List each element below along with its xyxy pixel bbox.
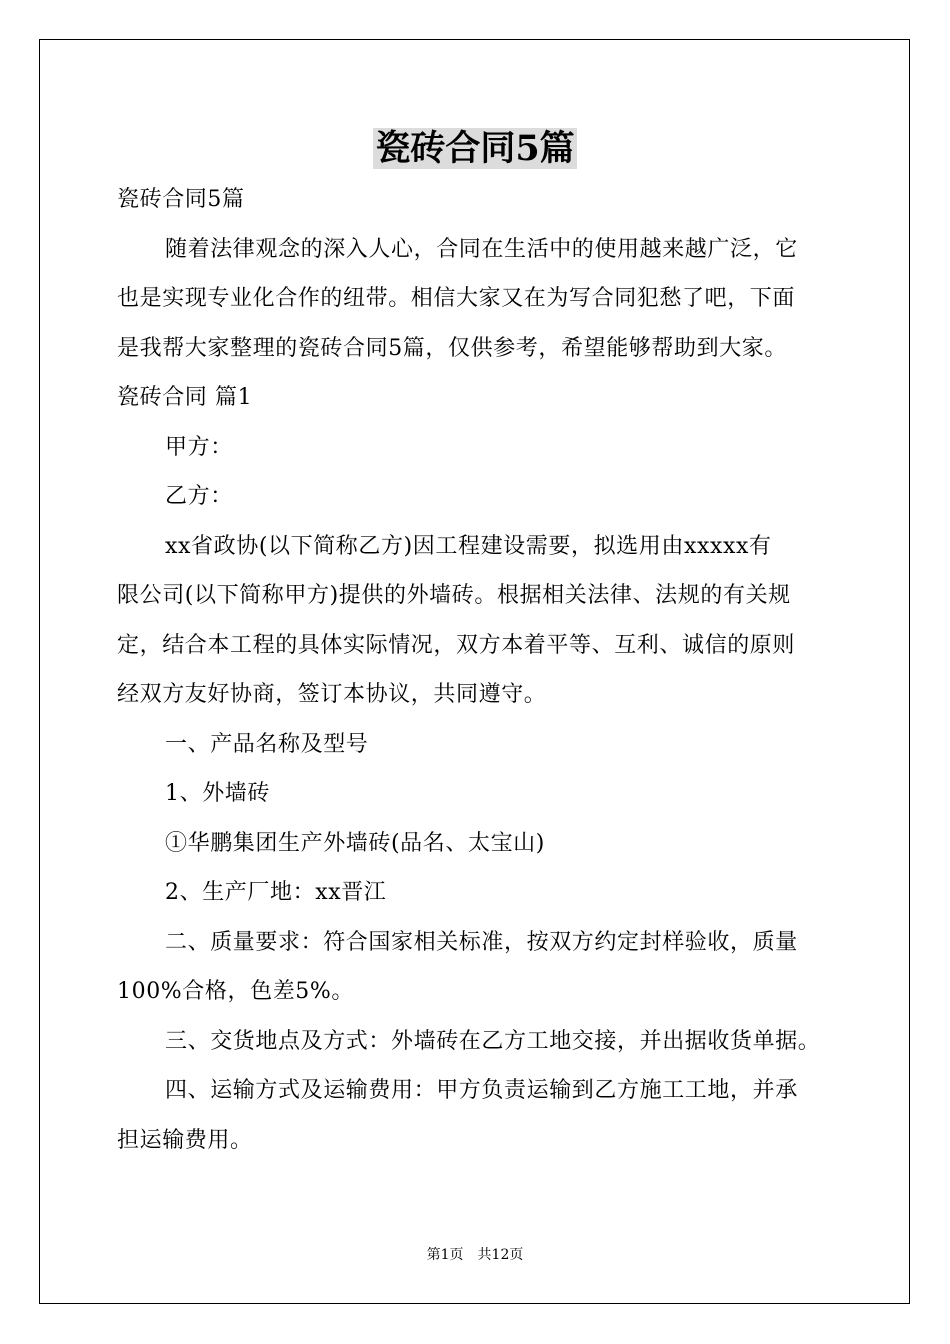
document-title <box>0 127 950 171</box>
party-a-line: 甲方： <box>165 434 233 460</box>
paragraph-line: 限公司(以下简称甲方)提供的外墙砖。根据相关法律、法规的有关规 <box>117 583 791 608</box>
clause-heading: 四、运输方式及运输费用：甲方负责运输到乙方施工工地，并承 <box>165 1078 798 1103</box>
paragraph-line: 100%合格，色差5%。 <box>117 979 354 1004</box>
paragraph-line: 经双方友好协商，签订本协议，共同遵守。 <box>117 682 547 707</box>
page-number-current: 第1页 <box>426 1247 464 1263</box>
paragraph-line: 是我帮大家整理的瓷砖合同5篇，仅供参考，希望能够帮助到大家。 <box>117 335 787 361</box>
section-heading: 瓷砖合同 篇1 <box>117 385 253 410</box>
clause-heading: 二、质量要求：符合国家相关标准，按双方约定封样验收，质量 <box>165 929 798 955</box>
paragraph-line: 也是实现专业化合作的纽带。相信大家又在为写合同犯愁了吧，下面 <box>117 286 796 311</box>
clause-item: 1、外墙砖 <box>165 781 270 806</box>
subtitle-line: 瓷砖合同5篇 <box>117 187 245 212</box>
page-footer <box>0 1245 950 1265</box>
party-b-line: 乙方： <box>165 484 233 509</box>
clause-heading: 一、产品名称及型号 <box>165 731 369 757</box>
page-number-total: 共12页 <box>477 1247 524 1263</box>
paragraph-line: 定，结合本工程的具体实际情况，双方本着平等、互利、诚信的原则 <box>117 632 796 658</box>
clause-item: 2、生产厂地：xx晋江 <box>165 880 387 905</box>
clause-item: ①华鹏集团生产外墙砖(品名、太宝山) <box>165 830 545 856</box>
document-body <box>117 175 837 1165</box>
document-title-text: 瓷砖合同5篇 <box>375 128 575 169</box>
paragraph-line: xx省政协(以下简称乙方)因工程建设需要，拟选用由xxxxx有 <box>165 533 772 559</box>
paragraph-line: 随着法律观念的深入人心，合同在生活中的使用越来越广泛，它 <box>165 236 798 262</box>
paragraph-line: 担运输费用。 <box>117 1127 253 1153</box>
clause-heading: 三、交货地点及方式：外墙砖在乙方工地交接，并出据收货单据。 <box>165 1028 821 1054</box>
